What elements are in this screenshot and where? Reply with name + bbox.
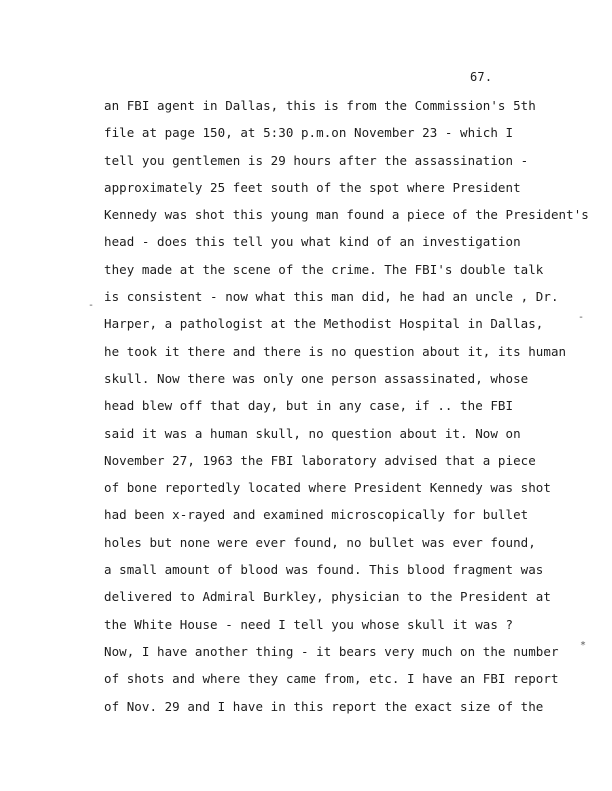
text-line: delivered to Admiral Burkley, physician to the President at [104,589,551,605]
text-line: file at page 150, at 5:30 p.m.on November 23 - which I [104,125,514,141]
text-line: head - does this tell you what kind of an investigation [104,234,521,250]
body-text [104,98,589,726]
text-line: Harper, a pathologist at the Methodist Hospital in Dallas, [104,316,544,332]
text-line: approximately 25 feet south of the spot where President [104,179,521,195]
scan-mark: - [578,312,585,323]
text-line: had been x-rayed and examined microscopically for bullet [104,507,529,523]
text-line: Now, I have another thing - it bears very much on the number [104,643,559,659]
text-line: holes but none were ever found, no bullet was ever found, [104,534,536,550]
text-line: he took it there and there is no question about it, its human [104,343,567,359]
text-line: of shots and where they came from, etc. I have an FBI report [104,671,559,687]
text-line: tell you gentlemen is 29 hours after the assassination - [104,152,529,168]
page-number: 67. [470,70,493,84]
text-line: skull. Now there was only one person assassinated, whose [104,370,529,386]
text-line: they made at the scene of the crime. The FBI's double talk [104,261,544,277]
text-line: said it was a human skull, no question about it. Now on [104,425,521,441]
text-line: a small amount of blood was found. This blood fragment was [104,562,544,578]
text-line: an FBI agent in Dallas, this is from the Commission's 5th [104,98,536,113]
scan-mark: - [88,300,95,311]
text-line: Kennedy was shot this young man found a piece of the President's [104,207,589,223]
scan-mark: * [580,640,587,651]
text-line: is consistent - now what this man did, he had an uncle , Dr. [104,289,559,305]
text-line: of Nov. 29 and I have in this report the exact size of the [104,698,544,714]
text-line: of bone reportedly located where President Kennedy was shot [104,480,551,496]
text-line: the White House - need I tell you whose skull it was ? [104,616,514,632]
text-line: head blew off that day, but in any case, if .. the FBI [104,398,514,414]
text-line: November 27, 1963 the FBI laboratory advised that a piece [104,452,536,468]
